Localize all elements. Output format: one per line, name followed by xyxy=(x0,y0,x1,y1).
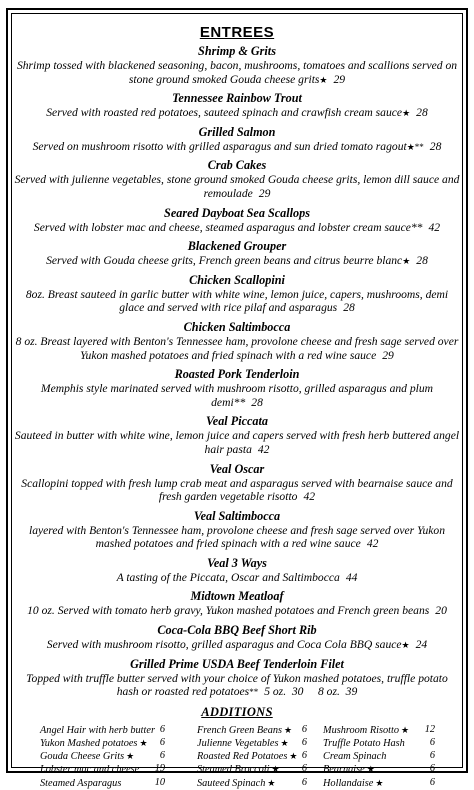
addition-price: 6 xyxy=(301,763,307,775)
menu-item-mark: ★ xyxy=(402,108,411,119)
menu-item-description-text: Topped with truffle butter served with your choice of Yukon mashed potatoes, truffle potato hash or roasted red potatoes xyxy=(26,671,448,699)
addition-name-group xyxy=(197,777,275,790)
menu-item-description-text: layered with Benton's Tennessee ham, provolone cheese and fresh sage served over Yukon mashed potatoes and fried spinach with a red wine sauce xyxy=(28,523,445,551)
menu-item xyxy=(0,509,474,552)
menu-item-price: 42 xyxy=(257,442,270,456)
menu-item-description xyxy=(0,59,474,87)
menu-item-name: Veal Saltimbocca xyxy=(193,508,281,523)
addition-mark: ★ xyxy=(401,724,410,735)
menu-item-description xyxy=(0,382,474,410)
menu-item-name: Tennessee Rainbow Trout xyxy=(172,91,302,106)
addition-name-group xyxy=(40,737,148,750)
addition-name-group xyxy=(323,763,375,776)
addition-mark: ★ xyxy=(126,751,135,762)
menu-item-description xyxy=(0,221,474,236)
addition-name: Angel Hair with herb butter xyxy=(40,724,155,736)
addition-mark: ★ xyxy=(139,738,148,749)
menu-item-name: Midtown Meatloaf xyxy=(190,589,284,604)
addition-price: 19 xyxy=(154,763,165,775)
menu-item-price: 29 xyxy=(333,72,346,86)
addition-name-group xyxy=(197,763,280,776)
addition-item xyxy=(197,737,307,750)
addition-mark: ★ xyxy=(289,751,298,762)
menu-item-description-text: Served with mushroom risotto, grilled asparagus and Coca Cola BBQ sauce xyxy=(46,638,402,652)
addition-price: 6 xyxy=(429,763,435,775)
addition-mark: ★ xyxy=(284,724,293,735)
addition-item xyxy=(197,763,307,776)
section-title-additions: ADDITIONS xyxy=(201,704,273,719)
addition-price: 6 xyxy=(429,776,435,788)
menu-item xyxy=(0,556,474,586)
addition-name-group xyxy=(197,737,289,750)
menu-item-price: 42 xyxy=(428,220,441,234)
menu-item-price: 28 xyxy=(343,301,355,315)
menu-item-price: 42 xyxy=(303,490,316,504)
menu-item-description-text: 10 oz. Served with tomato herb gravy, Yukon mashed potatoes and French green beans xyxy=(27,604,430,618)
menu-item-description-text: Served with roasted red potatoes, sauteed spinach and crawfish cream sauce xyxy=(46,106,403,120)
addition-name: Lobster mac and cheese xyxy=(40,764,140,776)
addition-price: 6 xyxy=(429,737,435,749)
menu-item xyxy=(0,206,474,236)
addition-price: 6 xyxy=(159,750,165,762)
addition-name: Steamed Asparagus xyxy=(40,777,122,789)
menu-item-description xyxy=(0,106,474,121)
menu-item xyxy=(0,273,474,316)
section-title-entrees: ENTREES xyxy=(199,24,275,41)
menu-item-name: Veal Piccata xyxy=(206,414,268,429)
menu-item xyxy=(0,320,474,363)
menu-item-mark: ** xyxy=(249,687,259,698)
addition-item xyxy=(323,737,435,750)
menu-item-description-text: Served with Gouda cheese grits, French green beans and citrus beurre blanc xyxy=(46,254,403,268)
menu-item-name: Chicken Saltimbocca xyxy=(183,319,291,334)
menu-item-description xyxy=(0,140,474,155)
menu-item-price: 44 xyxy=(345,570,358,584)
addition-item xyxy=(40,763,165,776)
menu-item-name: Shrimp & Grits xyxy=(198,44,276,58)
menu-item xyxy=(0,239,474,269)
addition-name: Steamed Broccoli xyxy=(197,764,270,776)
addition-name-group xyxy=(323,737,407,750)
addition-item xyxy=(323,763,435,776)
menu-item-description xyxy=(0,638,474,653)
menu-item-mark: ★** xyxy=(406,141,424,152)
menu-item xyxy=(0,158,474,201)
addition-name: Roasted Red Potatoes xyxy=(197,751,288,763)
menu-item-description-text: Served on mushroom risotto with grilled asparagus and sun dried tomato ragout xyxy=(32,139,407,153)
menu-item-description xyxy=(0,173,474,201)
addition-item xyxy=(40,724,165,737)
addition-item xyxy=(40,737,165,750)
menu-item xyxy=(0,462,474,505)
menu-item-name: Grilled Salmon xyxy=(198,124,276,139)
menu-item-description-text: 8 oz. Breast layered with Benton's Tennessee ham, provolone cheese and fresh sage served over Yukon mashed potatoes and fried spinach with a red wine sauce xyxy=(15,334,459,362)
menu-item-name: Grilled Prime USDA Beef Tenderloin Filet xyxy=(130,656,344,671)
addition-name-group xyxy=(40,750,134,763)
menu-item-price: 42 xyxy=(366,537,379,551)
menu-item-description xyxy=(0,335,474,363)
menu-page xyxy=(0,24,474,790)
addition-name-group xyxy=(323,750,388,763)
addition-mark: ★ xyxy=(267,777,276,788)
addition-item xyxy=(323,777,435,790)
addition-name-group xyxy=(40,724,157,737)
addition-price: 6 xyxy=(301,737,307,749)
addition-mark: ★ xyxy=(375,777,384,788)
menu-item-description-text: Served with julienne vegetables, stone ground smoked Gouda cheese grits, lemon dill sauce and remoulade xyxy=(14,173,460,200)
addition-item xyxy=(40,777,165,790)
menu-item xyxy=(0,589,474,619)
addition-name: Julienne Vegetables xyxy=(197,738,279,750)
menu-item-description-text: Scallopini topped with fresh lump crab meat and asparagus served with bearnaise sauce and fresh garden vegetable risotto xyxy=(21,476,453,504)
addition-item xyxy=(197,724,307,737)
menu-item-name: Chicken Scallopini xyxy=(189,272,285,287)
menu-item-price: 20 xyxy=(435,604,447,618)
addition-name: Sauteed Spinach xyxy=(197,777,266,789)
addition-item xyxy=(197,750,307,763)
addition-price: 12 xyxy=(424,723,435,735)
menu-item-description-text: A tasting of the Piccata, Oscar and Saltimbocca xyxy=(116,570,340,584)
addition-price: 6 xyxy=(429,750,435,762)
menu-item-description-text: Sauteed in butter with white wine, lemon juice and capers served with fresh herb buttered angel hair pasta xyxy=(14,429,460,456)
menu-item-price: 29 xyxy=(382,348,394,362)
menu-item-description-text: 8oz. Breast sauteed in garlic butter with white wine, lemon juice, capers, mushrooms, demi glace and served with rice pilaf and asparagus xyxy=(25,287,449,315)
addition-price: 6 xyxy=(301,750,307,762)
addition-name: Cream Spinach xyxy=(323,751,387,763)
menu-item-price: 28 xyxy=(416,254,428,268)
addition-name-group xyxy=(40,763,141,776)
addition-name: Mushroom Risotto xyxy=(323,724,399,736)
addition-item xyxy=(323,724,435,737)
menu-item-description-text: Served with lobster mac and cheese, steamed asparagus and lobster cream sauce** xyxy=(33,220,423,234)
menu-item-mark: ★ xyxy=(402,256,411,267)
entree-list xyxy=(0,44,474,700)
menu-item xyxy=(0,623,474,653)
menu-item-description-text: Shrimp tossed with blackened seasoning, bacon, mushrooms, tomatoes and scallions served on stone ground smoked Gouda cheese grits xyxy=(16,59,458,86)
menu-item-name: Blackened Grouper xyxy=(187,239,287,254)
menu-item-price: 5 oz. 30 8 oz. 39 xyxy=(264,685,358,699)
addition-item xyxy=(323,750,435,763)
addition-name: Hollandaise xyxy=(323,777,374,789)
menu-item-description-text: Memphis style marinated served with mushroom risotto, grilled asparagus and plum demi** xyxy=(40,382,434,409)
addition-mark: ★ xyxy=(366,764,375,775)
menu-item-description xyxy=(0,477,474,505)
addition-price: 10 xyxy=(154,776,165,788)
menu-item xyxy=(0,44,474,87)
menu-item xyxy=(0,125,474,155)
addition-name-group xyxy=(40,777,123,790)
addition-name: Yukon Mashed potatoes xyxy=(40,738,138,750)
addition-price: 6 xyxy=(301,723,307,735)
menu-item xyxy=(0,414,474,457)
menu-item-price: 28 xyxy=(429,139,442,153)
menu-item xyxy=(0,657,474,700)
addition-price: 6 xyxy=(301,776,307,788)
menu-item-description xyxy=(0,604,474,619)
menu-item xyxy=(0,367,474,410)
addition-name-group xyxy=(323,724,409,737)
menu-item-mark: ★ xyxy=(319,74,328,85)
menu-item-description xyxy=(0,288,474,316)
addition-name: Truffle Potato Hash xyxy=(323,738,405,750)
menu-item-name: Veal Oscar xyxy=(209,461,265,476)
menu-item-name: Seared Dayboat Sea Scallops xyxy=(164,205,310,220)
menu-item-price: 29 xyxy=(258,186,271,200)
addition-name: Bearnaise xyxy=(323,764,365,776)
menu-item-price: 28 xyxy=(416,106,428,120)
addition-price: 6 xyxy=(159,737,165,749)
addition-price: 6 xyxy=(159,723,165,735)
addition-name-group xyxy=(197,724,292,737)
menu-item-name: Roasted Pork Tenderloin xyxy=(174,367,300,382)
menu-item-description xyxy=(0,524,474,552)
menu-item-description xyxy=(0,571,474,586)
addition-name-group xyxy=(323,777,383,790)
menu-item-name: Veal 3 Ways xyxy=(207,555,267,570)
addition-item xyxy=(40,750,165,763)
addition-name: Gouda Cheese Grits xyxy=(40,751,125,763)
menu-item-price: 28 xyxy=(251,395,263,409)
addition-item xyxy=(197,777,307,790)
menu-item-mark: ★ xyxy=(401,640,410,651)
menu-item-description xyxy=(0,254,474,269)
addition-name: French Green Beans xyxy=(197,724,283,736)
addition-name-group xyxy=(197,750,297,763)
menu-item xyxy=(0,91,474,121)
addition-mark: ★ xyxy=(280,738,289,749)
menu-item-description xyxy=(0,429,474,457)
menu-item-price: 24 xyxy=(415,638,428,652)
menu-item-name: Crab Cakes xyxy=(207,158,267,173)
menu-item-description xyxy=(0,672,474,700)
menu-item-name: Coca-Cola BBQ Beef Short Rib xyxy=(157,623,317,638)
addition-mark: ★ xyxy=(271,764,280,775)
